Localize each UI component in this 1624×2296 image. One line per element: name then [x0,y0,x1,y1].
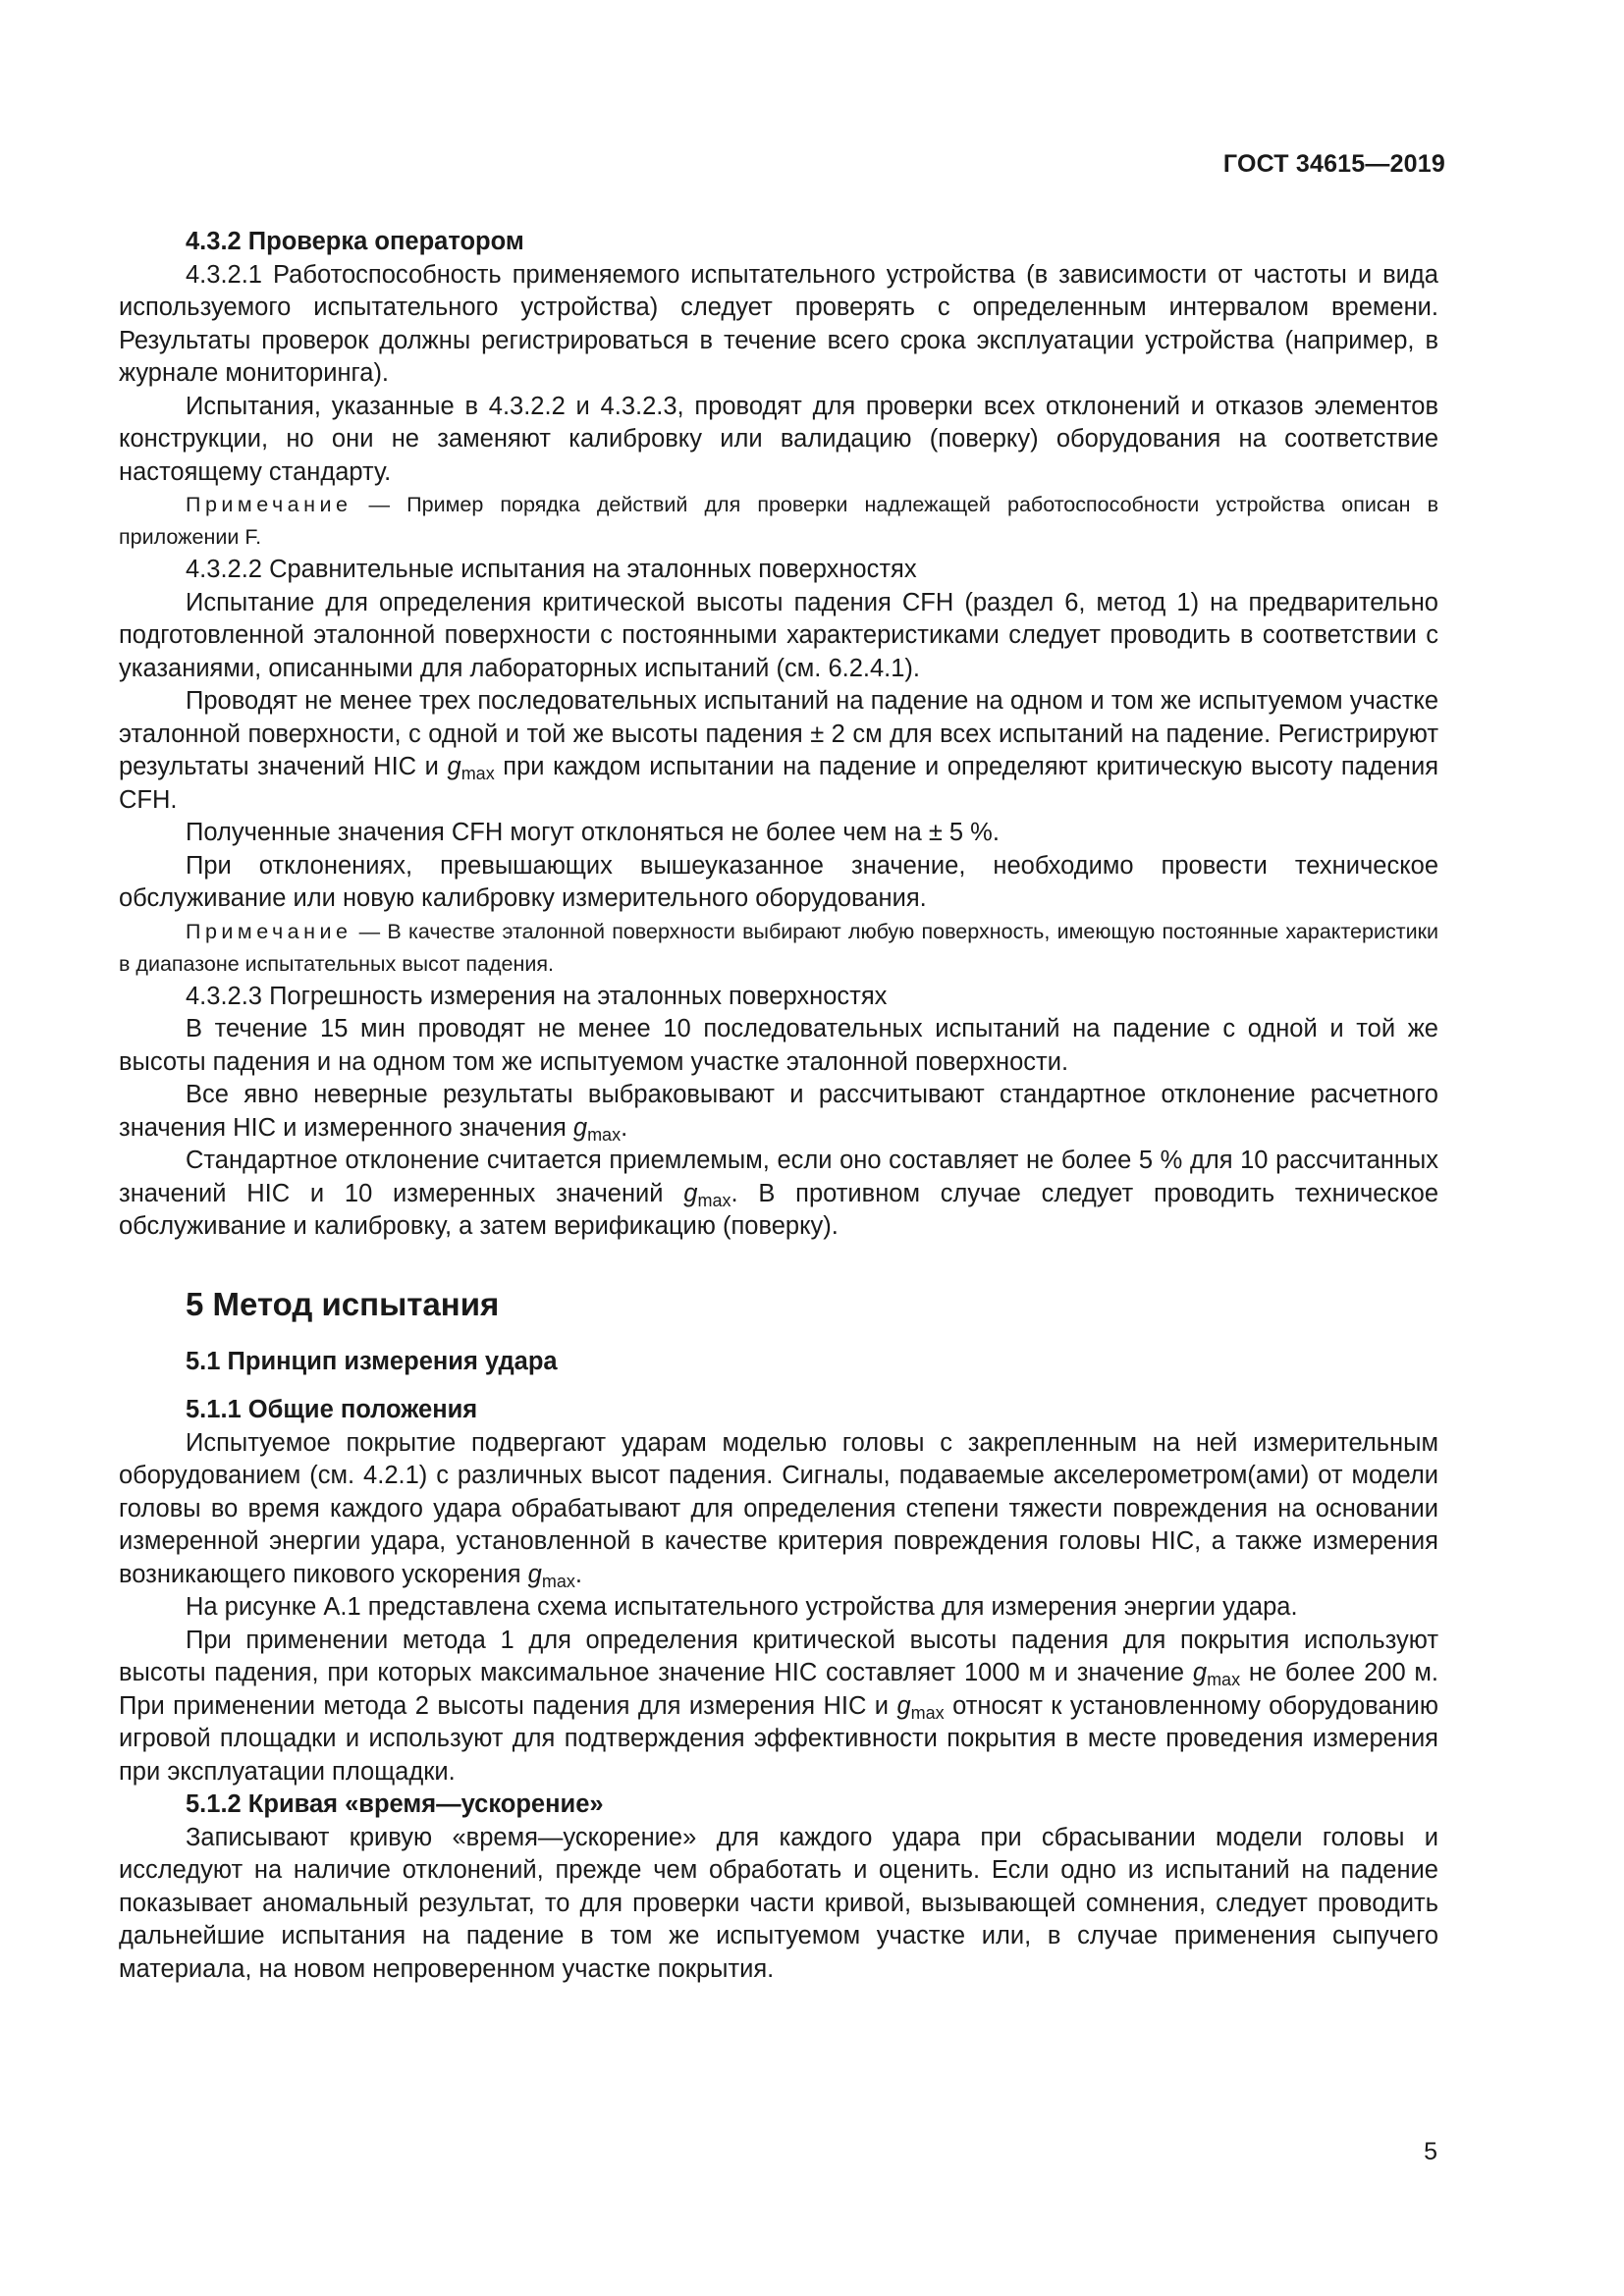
text-run: . В противном случае следует проводить техническое обслуживание и калибровку, а затем верификацию (поверку). [119,1179,1439,1240]
paragraph [119,1079,1438,1145]
paragraph [119,1625,1438,1789]
text-run: . [574,1560,582,1588]
paragraph [119,685,1438,817]
paragraph [119,1145,1438,1244]
section-5-1-title: 5.1 Принцип измерения удара [186,1347,558,1375]
gmax-symbol [447,753,495,783]
section-5-1-2-title: 5.1.2 Кривая «время—ускорение» [186,1790,604,1818]
text-run: . [621,1113,628,1142]
paragraph: 4.3.2.1 Работоспособность применяемого испытательного устройства (в зависимости от частоты и вида используемого испытательного устройства) следует проверять с определенным интервалом времени. Результаты проверок должны регистрироваться в течение всего срока эксплуатации устройства (например, в журнале мониторинга). [119,260,1438,387]
gmax-symbol [683,1179,731,1210]
text-run: Стандартное отклонение считается приемлемым, если оно составляет не более 5 % для 10 рассчитанных значений HIC и 10 измеренных значений [119,1147,1438,1207]
gmax-g: g [572,1113,588,1142]
note-label: Примечание [186,919,352,943]
section-4-3-2-2-title: 4.3.2.2 Сравнительные испытания на эталонных поверхностях [186,556,917,583]
gmax-sub: max [587,1124,622,1145]
text-run: Все явно неверные результаты выбраковывают и рассчитывают стандартное отклонение расчетного значения HIC и измеренного значения [119,1081,1438,1142]
gmax-symbol [896,1691,945,1723]
paragraph: Испытание для определения критической высоты падения CFH (раздел 6, метод 1) на предварительно подготовленной эталонной поверхности с постоянными характеристиками следует проводить в соответствии с указаниями, описанными для лабораторных испытаний (см. 6.2.4.1). [119,588,1438,682]
note-text: — В качестве эталонной поверхности выбирают любую поверхность, имеющую постоянные характеристики в диапазоне испытательных высот падения. [119,919,1438,976]
text-run: не более 200 м. При применении метода 2 высоты падения для измерения HIC и [119,1659,1438,1720]
gmax-g: g [527,1560,542,1588]
gmax-symbol [527,1560,575,1591]
page-content [119,226,1438,1986]
gmax-sub: max [910,1702,945,1723]
text-run: относят к установленному оборудованию игровой площадки и используют для подтверждения эффективности покрытия в месте проведения измерения при эксплуатации площадки. [119,1691,1439,1786]
gmax-symbol [572,1113,622,1145]
paragraph: Записывают кривую «время—ускорение» для каждого удара при сбрасывании модели головы и исследуют на наличие отклонений, прежде чем обработать и оценить. Если одно из испытаний на падение показывает аномальный результат, то для проверки части кривой, вызывающей сомнения, следует проводить дальнейшие испытания на падение в том же испытуемом участке или, в случае применения сыпучего материала, на новом непроверенном участке покрытия. [119,1823,1438,1983]
section-5-title: 5 Метод испытания [186,1285,500,1322]
gmax-g: g [683,1179,698,1207]
text-run: Проводят не менее трех последовательных испытаний на падение на одном и том же испытуемом участке эталонной поверхности, с одной и той же высоты падения ± 2 см для всех испытаний на падение. Регистрируют результаты значений HIC и [119,687,1438,780]
gmax-g: g [447,753,461,780]
paragraph: Полученные значения CFH могут отклоняться не более чем на ± 5 %. [186,819,1000,846]
paragraph: Испытания, указанные в 4.3.2.2 и 4.3.2.3, проводят для проверки всех отклонений и отказов элементов конструкции, но они не заменяют калибровку или валидацию (поверку) оборудования на соответствие настоящему стандарту. [119,392,1438,486]
document-code-header: ГОСТ 34615—2019 [1222,150,1445,178]
paragraph: В течение 15 мин проводят не менее 10 последовательных испытаний на падение с одной и той же высоты падения и на одном том же испытуемом участке эталонной поверхности. [119,1015,1438,1076]
gmax-g: g [896,1691,911,1720]
gmax-sub: max [1207,1670,1241,1689]
gmax-sub: max [697,1190,731,1210]
paragraph: При отклонениях, превышающих вышеуказанное значение, необходимо провести техническое обслуживание или новую калибровку измерительного оборудования. [119,851,1438,912]
paragraph [119,1427,1438,1592]
text-run: При применении метода 1 для определения критической высоты падения для покрытия используют высоты падения, при которых максимальное значение HIC составляет 1000 м и значение [119,1626,1438,1686]
note [119,916,1438,981]
note [119,489,1438,554]
page-number: 5 [1424,2138,1437,2165]
note-text: — Пример порядка действий для проверки надлежащей работоспособности устройства описан в приложении F. [119,493,1438,549]
section-5-1-1-title: 5.1.1 Общие положения [186,1396,478,1423]
text-run: Испытуемое покрытие подвергают ударам моделью головы с закрепленным на ней измерительным оборудованием (см. 4.2.1) с различных высот падения. Сигналы, подаваемые акселерометром(ами) от модели головы во время каждого удара обрабатывают для определения степени тяжести повреждения на основании измеренной энергии удара, установленной в качестве критерия повреждения головы HIC, а также измерения возникающего пикового ускорения [119,1428,1438,1588]
gmax-sub: max [460,764,495,783]
paragraph: На рисунке А.1 представлена схема испытательного устройства для измерения энергии удара. [186,1593,1298,1621]
gmax-sub: max [541,1571,575,1591]
section-4-3-2-title: 4.3.2 Проверка оператором [186,228,524,255]
gmax-symbol [1192,1659,1241,1689]
text-run: при каждом испытании на падение и определяют критическую высоту падения CFH. [119,753,1439,814]
gmax-g: g [1192,1659,1208,1686]
section-4-3-2-3-title: 4.3.2.3 Погрешность измерения на эталонных поверхностях [186,982,888,1010]
note-label: Примечание [186,493,352,516]
